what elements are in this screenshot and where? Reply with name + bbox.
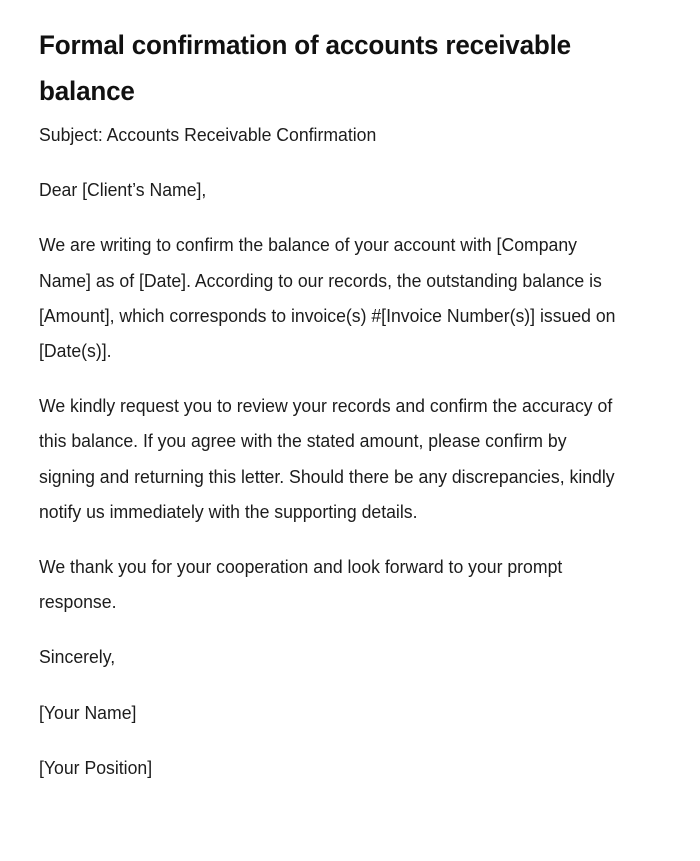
signature-name: [Your Name]	[39, 702, 137, 723]
salutation: Dear [Client’s Name],	[39, 180, 207, 201]
closing-salutation: Sincerely,	[39, 647, 116, 668]
body-paragraph-2: We kindly request you to review your records and confirm the accuracy of this balance. If you agree with the stated amount, please confirm by signing and returning this letter. Should there be any discrepancies, kindly notify us immediately with the supporting details.	[39, 396, 615, 522]
subject-line: Subject: Accounts Receivable Confirmation	[39, 125, 377, 145]
body-paragraph-3: We thank you for your cooperation and look forward to your prompt response.	[39, 557, 563, 613]
body-paragraph-1: We are writing to confirm the balance of your account with [Company Name] as of [Date]. According to our records, the outstanding balance is [Amount], which corresponds to invoice(s) #[Invoice Number(s)] issued on [Date(s)].	[39, 235, 616, 362]
page-title: Formal confirmation of accounts receivable balance	[39, 30, 571, 106]
letter-body	[39, 118, 628, 786]
signature-position: [Your Position]	[39, 757, 153, 778]
